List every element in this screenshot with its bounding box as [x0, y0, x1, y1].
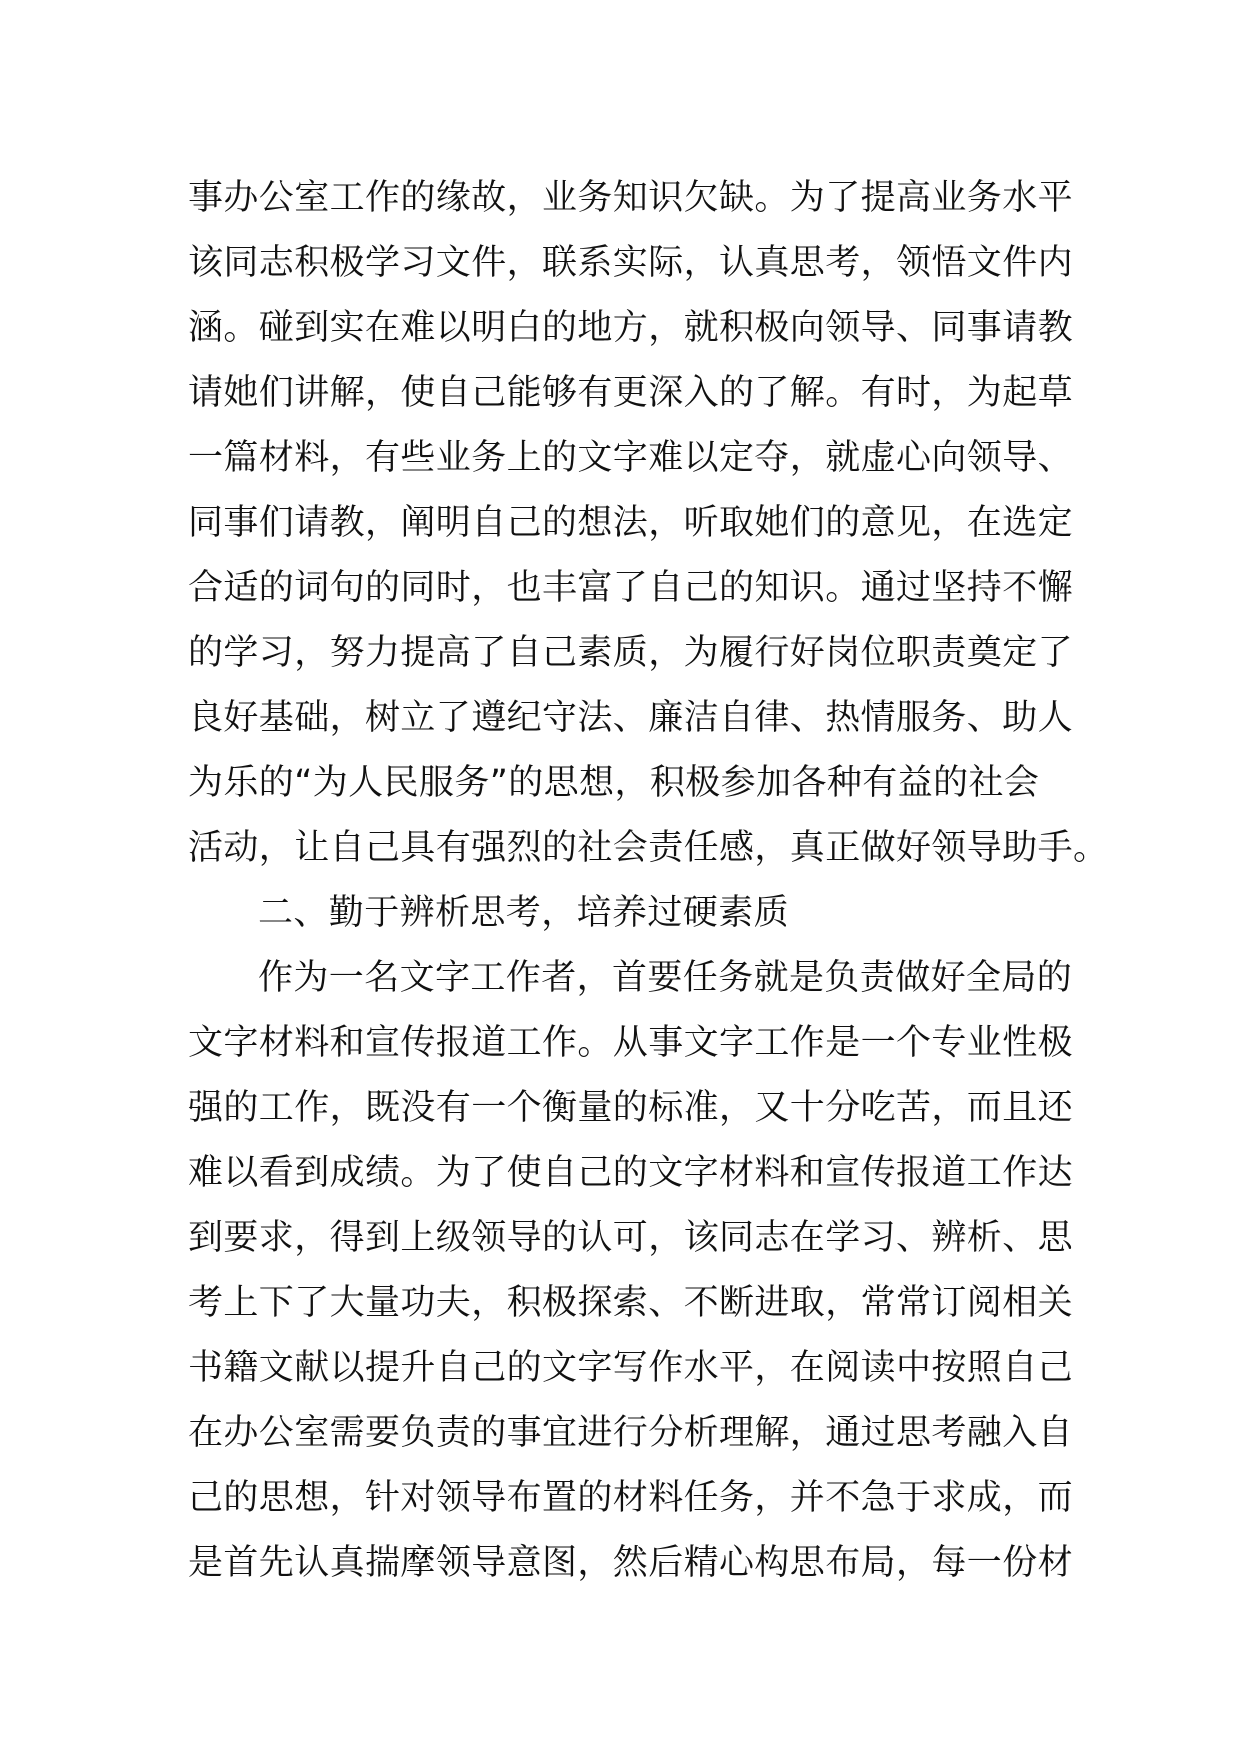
paragraph-first-line: 作为一名文字工作者，首要任务就是负责做好全局的: [258, 958, 1073, 998]
section-heading: 二、勤于辨析思考，培养过硬素质: [258, 893, 790, 933]
text-line: 为乐的“为人民服务”的思想，积极参加各种有益的社会: [188, 763, 1040, 803]
text-line: 己的思想，针对领导布置的材料任务，并不急于求成，而: [188, 1478, 1074, 1518]
text-line: 涵。碰到实在难以明白的地方，就积极向领导、同事请教: [188, 308, 1074, 348]
text-line: 到要求，得到上级领导的认可，该同志在学习、辨析、思: [188, 1218, 1074, 1258]
text-line: 同事们请教，阐明自己的想法，听取她们的意见，在选定: [188, 503, 1074, 543]
text-line: 是首先认真揣摩领导意图，然后精心构思布局，每一份材: [188, 1543, 1074, 1583]
text-line: 事办公室工作的缘故，业务知识欠缺。为了提高业务水平: [188, 178, 1074, 218]
text-line: 该同志积极学习文件，联系实际，认真思考，领悟文件内: [188, 243, 1074, 283]
text-line: 请她们讲解，使自己能够有更深入的了解。有时，为起草: [188, 373, 1074, 413]
text-line: 良好基础，树立了遵纪守法、廉洁自律、热情服务、助人: [188, 698, 1074, 738]
text-line: 合适的词句的同时，也丰富了自己的知识。通过坚持不懈: [188, 568, 1074, 608]
text-line: 在办公室需要负责的事宜进行分析理解，通过思考融入自: [188, 1413, 1074, 1453]
document-body: [188, 166, 1109, 1596]
text-line: 活动，让自己具有强烈的社会责任感，真正做好领导助手。: [188, 828, 1109, 868]
text-line: 难以看到成绩。为了使自己的文字材料和宣传报道工作达: [188, 1153, 1074, 1193]
text-line: 的学习，努力提高了自己素质，为履行好岗位职责奠定了: [188, 633, 1074, 673]
text-line: 考上下了大量功夫，积极探索、不断进取，常常订阅相关: [188, 1283, 1074, 1323]
text-line: 一篇材料，有些业务上的文字难以定夺，就虚心向领导、: [188, 438, 1074, 478]
text-line: 强的工作，既没有一个衡量的标准，又十分吃苦，而且还: [188, 1088, 1074, 1128]
text-line: 文字材料和宣传报道工作。从事文字工作是一个专业性极: [188, 1023, 1074, 1063]
text-line: 书籍文献以提升自己的文字写作水平，在阅读中按照自己: [188, 1348, 1074, 1388]
